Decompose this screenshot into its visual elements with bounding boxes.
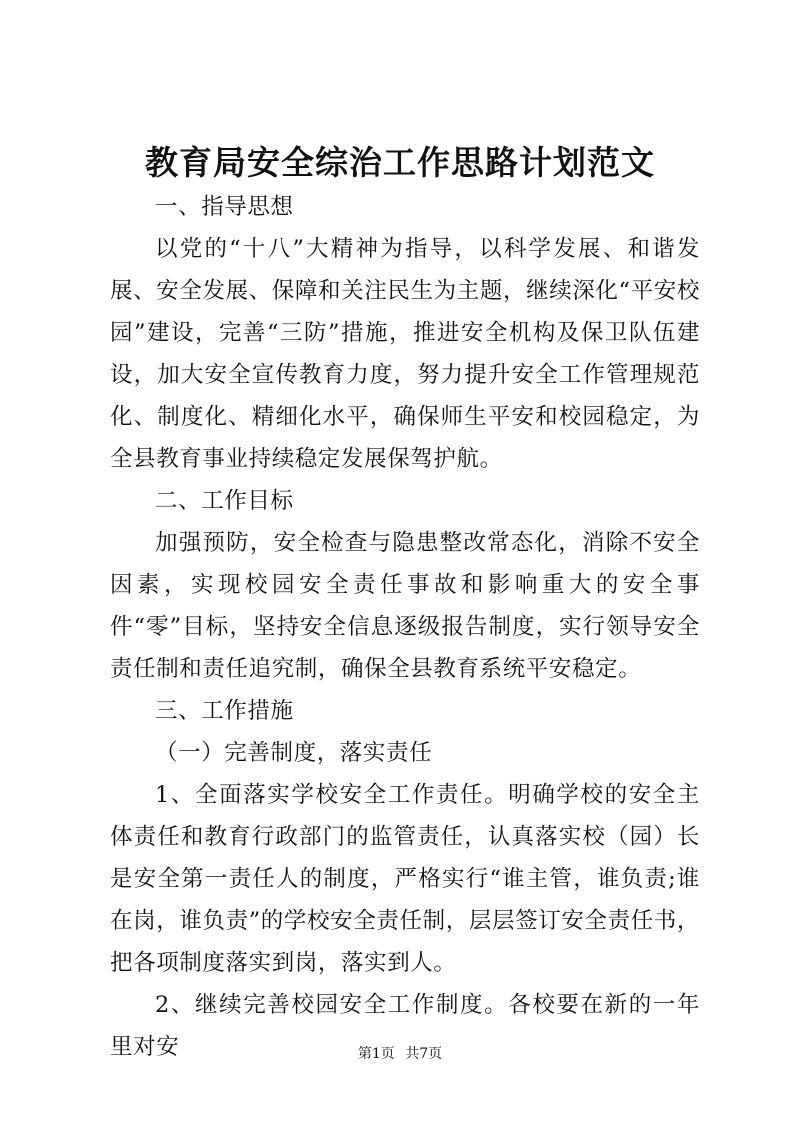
subsection-heading-improve-system: （一）完善制度，落实责任	[155, 740, 433, 766]
page-footer	[0, 1044, 800, 1064]
page-total: 共7页	[405, 1046, 443, 1062]
page-number: 第1页	[357, 1046, 395, 1062]
paragraph-guiding-ideology: 以党的“十八”大精神为指导，以科学发展、和谐发展、安全发展、保障和关注民生为主题，继续深化“平安校园”建设，完善“三防”措施，推进安全机构及保卫队伍建设，加大安全宣传教育力度，努力提升安全工作管理规范化、制度化、精细化水平，确保师生平安和校园稳定，为全县教育事业持续稳定发展保驾护航。	[110, 236, 700, 472]
paragraph-measure-1: 1、全面落实学校安全工作责任。明确学校的安全主体责任和教育行政部门的监管责任，认真落实校（园）长是安全第一责任人的制度，严格实行“谁主管，谁负责;谁在岗，谁负责”的学校安全责任制，层层签订安全责任书，把各项制度落实到岗，落实到人。	[110, 782, 700, 976]
section-heading-work-goals: 二、工作目标	[155, 488, 294, 514]
document-body	[110, 186, 700, 1068]
paragraph-measure-2: 2、继续完善校园安全工作制度。各校要在新的一年里对安	[110, 992, 700, 1060]
section-heading-guiding-ideology: 一、指导思想	[155, 194, 294, 220]
document-title: 教育局安全综治工作思路计划范文	[145, 143, 655, 182]
paragraph-work-goals: 加强预防，安全检查与隐患整改常态化，消除不安全因素，实现校园安全责任事故和影响重大的安全事件“零”目标，坚持安全信息逐级报告制度，实行领导安全责任制和责任追究制，确保全县教育系统平安稳定。	[110, 530, 700, 682]
section-heading-work-measures: 三、工作措施	[155, 698, 294, 724]
